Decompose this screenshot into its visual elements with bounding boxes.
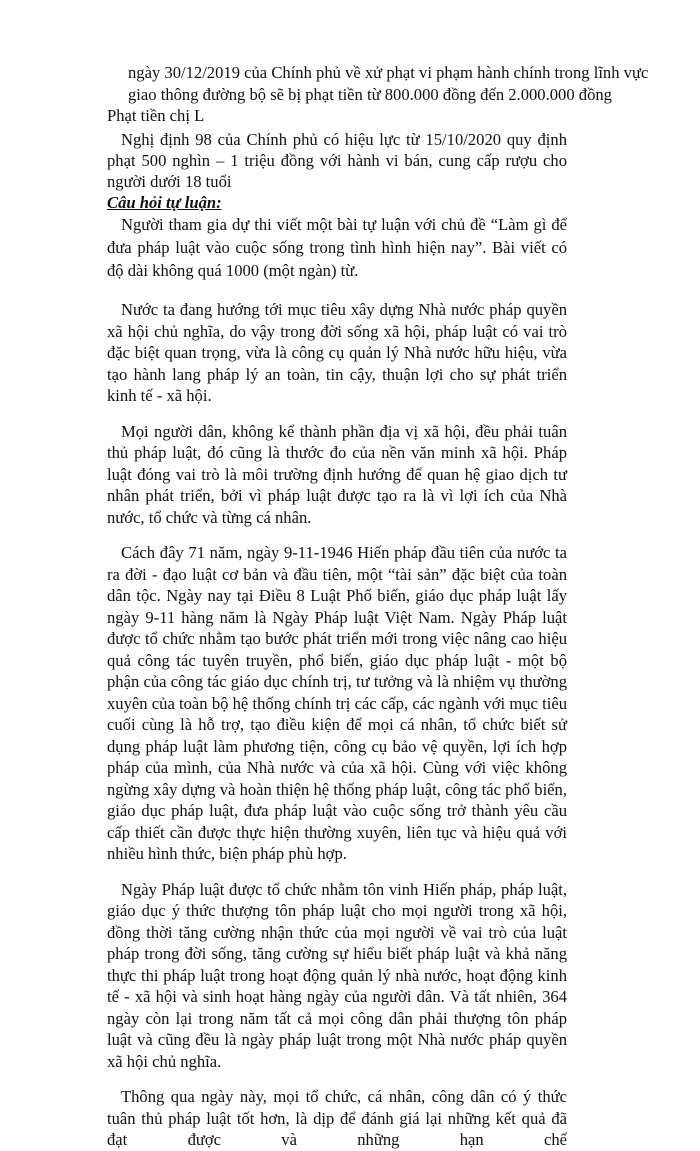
- question-paragraph: Người tham gia dự thi viết một bài tự luận với chủ đề “Làm gì để đưa pháp luật vào cuộc sống trong tình hình hiện nay”. Bài viết có độ dài không quá 1000 (một ngàn) từ.: [107, 215, 567, 280]
- document-page: [107, 62, 649, 1151]
- decree-paragraph: Nghị định 98 của Chính phủ có hiệu lực từ 15/10/2020 quy định phạt 500 nghìn – 1 triệu đồng với hành vi bán, cung cấp rượu cho người dưới 18 tuổi: [107, 129, 567, 191]
- body-paragraph-3: Cách đây 71 năm, ngày 9-11-1946 Hiến pháp đầu tiên của nước ta ra đời - đạo luật cơ bản và đầu tiên, một “tài sản” đặc biệt của toàn dân tộc. Ngày nay tại Điều 8 Luật Phổ biến, giáo dục pháp luật lấy ngày 9-11 hàng năm là Ngày Pháp luật Việt Nam. Ngày Pháp luật được tổ chức nhằm tạo bước phát triển mới trong việc nâng cao hiệu quả công tác tuyên truyền, phổ biến, giáo dục pháp luật - một bộ phận của công tác giáo dục chính trị, tư tưởng và là nhiệm vụ thường xuyên của toàn bộ hệ thống chính trị các cấp, các ngành với mục tiêu cuối cùng là hỗ trợ, tạo điều kiện để mọi cá nhân, tổ chức biết sử dụng pháp luật làm phương tiện, công cụ bảo vệ quyền, lợi ích hợp pháp của mình, của Nhà nước và của xã hội. Cùng với việc không ngừng xây dựng và hoàn thiện hệ thống pháp luật, công tác phổ biến, giáo dục pháp luật, đưa pháp luật vào cuộc sống trở thành yêu cầu cấp thiết cần được thực hiện thường xuyên, liên tục và hiệu quả với nhiều hình thức, biện pháp phù hợp.: [107, 543, 567, 863]
- intro-line-1: ngày 30/12/2019 của Chính phủ về xử phạt vi phạm hành chính trong lĩnh vực: [128, 63, 649, 82]
- essay-question-heading: Câu hỏi tự luận:: [107, 192, 222, 212]
- body-paragraph-4: Ngày Pháp luật được tổ chức nhằm tôn vinh Hiến pháp, pháp luật, giáo dục ý thức thượng tôn pháp luật cho mọi người trong xã hội, đồng thời tăng cường nhận thức của mọi người về vai trò của luật pháp trong đời sống, tăng cường sự hiểu biết pháp luật và khả năng thực thi pháp luật trong hoạt động quản lý nhà nước, hoạt động kinh tế - xã hội và sinh hoạt hàng ngày của người dân. Và tất nhiên, 364 ngày còn lại trong năm tất cả mọi công dân phải thượng tôn pháp luật và cũng đều là ngày pháp luật trong một Nhà nước pháp quyền xã hội chủ nghĩa.: [107, 879, 567, 1071]
- intro-block: [107, 62, 649, 105]
- body-paragraph-5: Thông qua ngày này, mọi tổ chức, cá nhân, công dân có ý thức tuân thủ pháp luật tốt hơn, là dịp để đánh giá lại những kết quả đã đạt được và những hạn chế: [107, 1087, 567, 1149]
- fine-line: Phạt tiền chị L: [107, 106, 205, 125]
- intro-line-2: giao thông đường bộ sẽ bị phạt tiền từ 800.000 đồng đến 2.000.000 đồng: [128, 84, 612, 104]
- body-paragraph-1: Nước ta đang hướng tới mục tiêu xây dựng Nhà nước pháp quyền xã hội chủ nghĩa, do vậy trong đời sống xã hội, pháp luật có vai trò đặc biệt quan trọng, vừa là công cụ quản lý Nhà nước hữu hiệu, vừa tạo hành lang pháp lý an toàn, tin cậy, thuận lợi cho sự phát triển kinh tế - xã hội.: [107, 300, 567, 405]
- body-paragraph-2: Mọi người dân, không kể thành phần địa vị xã hội, đều phải tuân thủ pháp luật, đó cũng là thước đo của nền văn minh xã hội. Pháp luật đóng vai trò là môi trường định hướng để quan hệ giao dịch tư nhân phát triển, bởi vì pháp luật được tạo ra là vì lợi ích của Nhà nước, tổ chức và từng cá nhân.: [107, 421, 567, 527]
